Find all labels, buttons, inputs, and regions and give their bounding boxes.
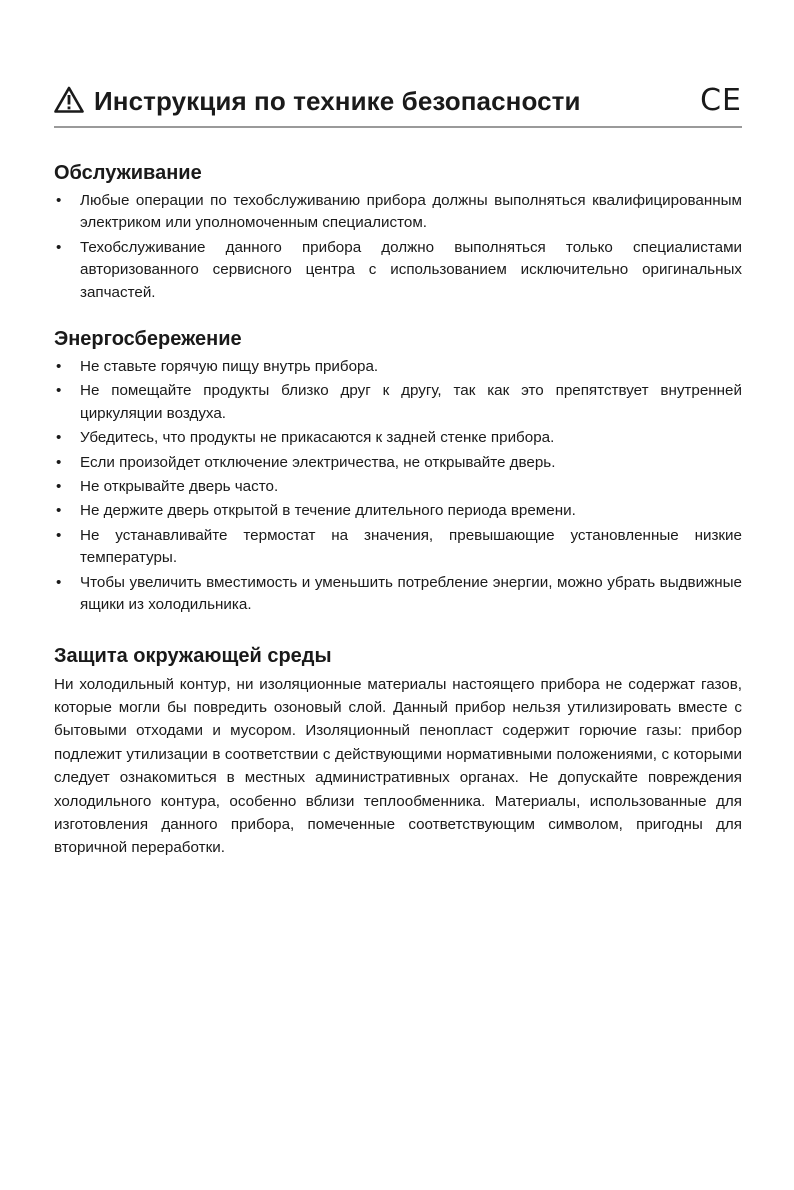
list-item: • Техобслуживание данного прибора должно выполняться только специалистами авторизованного сервисного центра с использованием исключительно оригинальных запчастей.	[54, 237, 742, 304]
list-item: • Не помещайте продукты близко друг к другу, так как это препятствует внутренней циркуляции воздуха.	[54, 380, 742, 425]
page-header	[54, 84, 742, 128]
warning-triangle-icon	[54, 86, 84, 113]
list-item: • Чтобы увеличить вместимость и уменьшить потребление энергии, можно убрать выдвижные ящики из холодильника.	[54, 572, 742, 617]
document-body	[54, 160, 742, 860]
section-heading: Обслуживание	[54, 162, 202, 184]
list-item: • Убедитесь, что продукты не прикасаются к задней стенке прибора.	[54, 427, 742, 449]
bullet-list	[54, 356, 742, 616]
list-item: • Если произойдет отключение электричества, не открывайте дверь.	[54, 452, 742, 474]
section-maintenance	[54, 160, 742, 304]
list-item: • Не открывайте дверь часто.	[54, 476, 742, 498]
page-title: Инструкция по технике безопасности	[94, 86, 581, 116]
section-heading: Защита окружающей среды	[54, 644, 332, 667]
list-item: • Не устанавливайте термостат на значения, превышающие установленные низкие температуры.	[54, 525, 742, 570]
ce-mark: CE	[700, 83, 742, 118]
section-heading: Энергосбережение	[54, 328, 242, 351]
bullet-list	[54, 190, 742, 304]
section-environment	[54, 643, 742, 860]
list-item: • Не держите дверь открытой в течение длительного периода времени.	[54, 500, 742, 522]
section-energy-saving	[54, 326, 742, 616]
list-item: • Любые операции по техобслуживанию прибора должны выполняться квалифицированным электриком или уполномоченным специалистом.	[54, 190, 742, 235]
list-item: • Не ставьте горячую пищу внутрь прибора.	[54, 356, 742, 378]
body-paragraph: Ни холодильный контур, ни изоляционные материалы настоящего прибора не содержат газов, которые могли бы повредить озоновый слой. Данный прибор нельзя утилизировать вместе с бытовыми отходами и мусором. Изоляционный пенопласт содержит горючие газы: прибор подлежит утилизации в соответствии с действующими нормативными положениями, с которыми следует ознакомиться в местных административных органах. Не допускайте повреждения холодильного контура, особенно вблизи теплообменника. Материалы, использованные для изготовления данного прибора, помеченные соответствующим символом, пригодны для вторичной переработки.	[54, 675, 742, 857]
